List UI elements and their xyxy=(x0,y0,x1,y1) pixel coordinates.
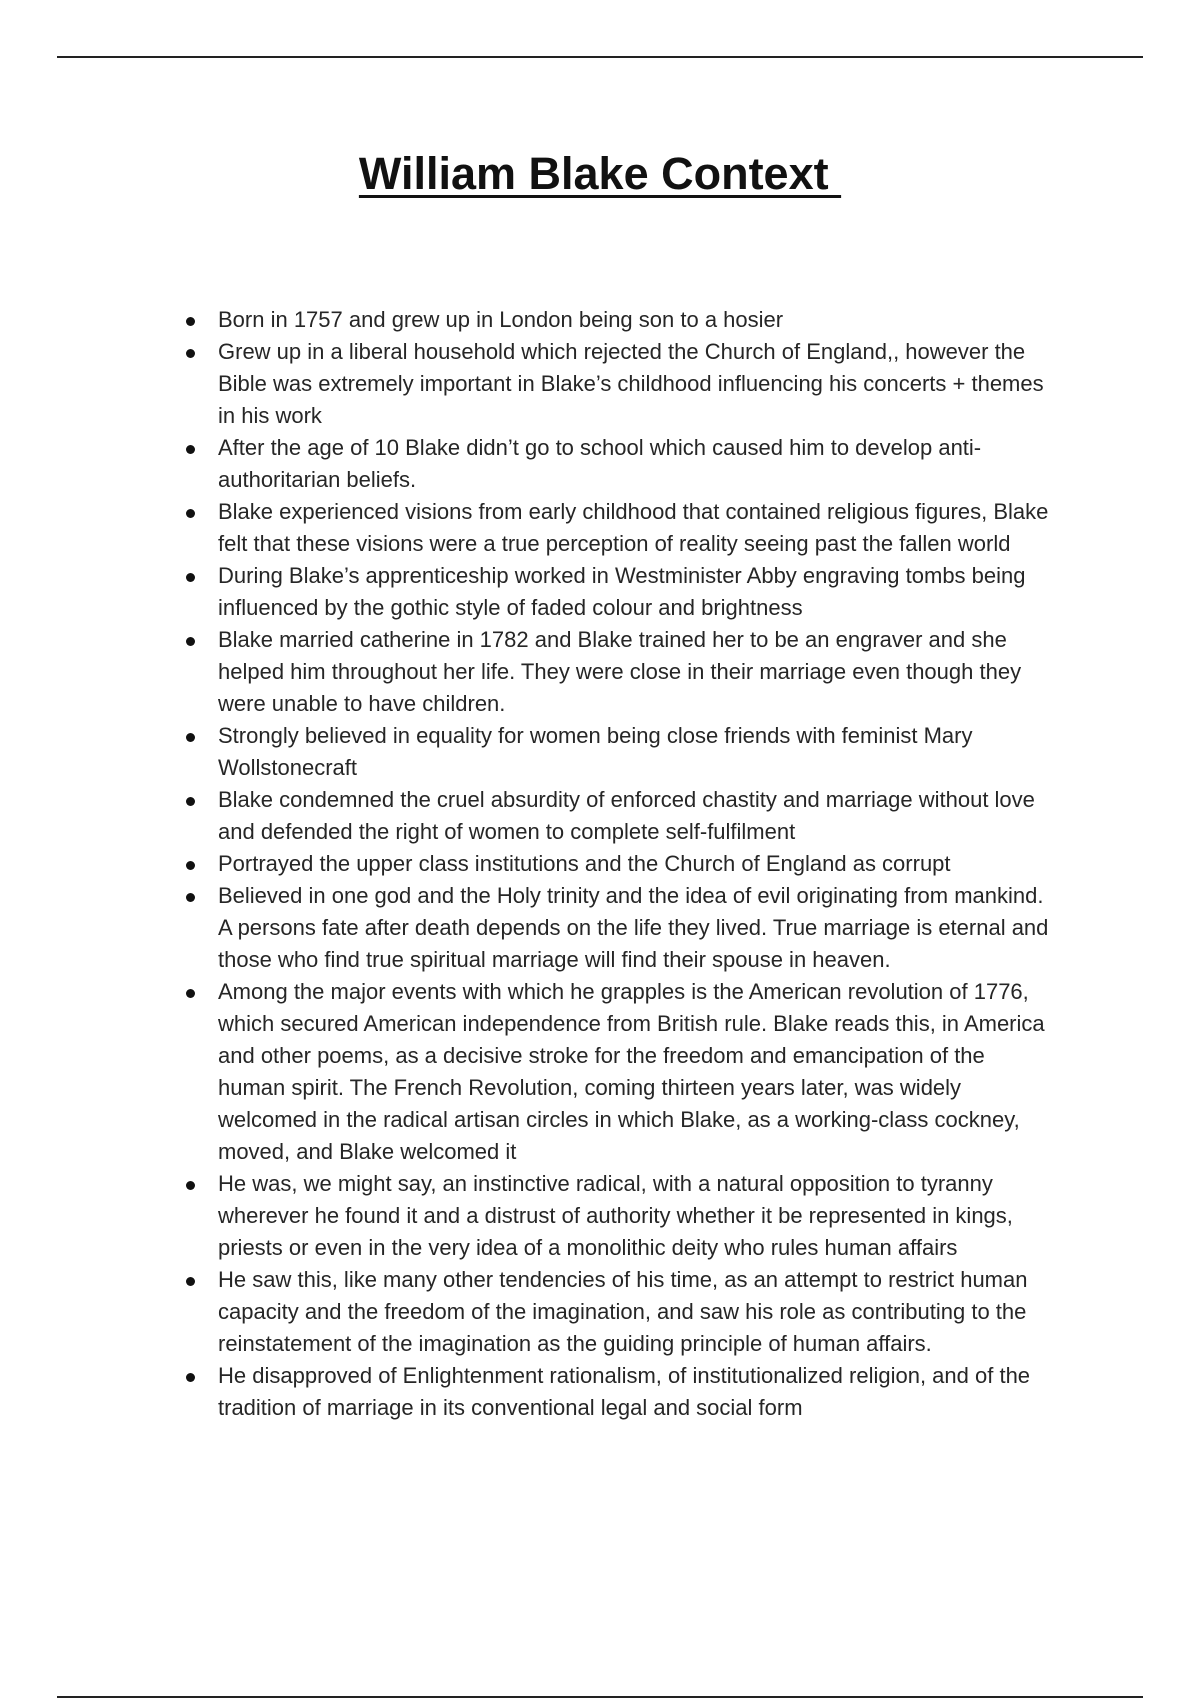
page-title xyxy=(0,146,1200,202)
list-item: He saw this, like many other tendencies of his time, as an attempt to restrict human capacity and the freedom of the imagination, and saw his role as contributing to the reinstatement of the imagination as the guiding principle of human affairs. xyxy=(178,1264,1058,1360)
list-item: He disapproved of Enlightenment rationalism, of institutionalized religion, and of the tradition of marriage in its conventional legal and social form xyxy=(178,1360,1058,1424)
list-item: Born in 1757 and grew up in London being son to a hosier xyxy=(178,304,1058,336)
list-item: Among the major events with which he grapples is the American revolution of 1776, which secured American independence from British rule. Blake reads this, in America and other poems, as a decisive stroke for the freedom and emancipation of the human spirit. The French Revolution, coming thirteen years later, was widely welcomed in the radical artisan circles in which Blake, as a working-class cockney, moved, and Blake welcomed it xyxy=(178,976,1058,1168)
list-item: During Blake’s apprenticeship worked in Westminister Abby engraving tombs being influenced by the gothic style of faded colour and brightness xyxy=(178,560,1058,624)
list-item: Strongly believed in equality for women being close friends with feminist Mary Wollstonecraft xyxy=(178,720,1058,784)
list-item: Blake married catherine in 1782 and Blake trained her to be an engraver and she helped him throughout her life. They were close in their marriage even though they were unable to have children. xyxy=(178,624,1058,720)
list-item: Believed in one god and the Holy trinity and the idea of evil originating from mankind. A persons fate after death depends on the life they lived. True marriage is eternal and those who find true spiritual marriage will find their spouse in heaven. xyxy=(178,880,1058,976)
list-item: Blake experienced visions from early childhood that contained religious figures, Blake felt that these visions were a true perception of reality seeing past the fallen world xyxy=(178,496,1058,560)
bottom-divider xyxy=(57,1696,1143,1698)
list-item: After the age of 10 Blake didn’t go to school which caused him to develop anti-authoritarian beliefs. xyxy=(178,432,1058,496)
top-divider xyxy=(57,56,1143,58)
list-item: Portrayed the upper class institutions and the Church of England as corrupt xyxy=(178,848,1058,880)
list-item: He was, we might say, an instinctive radical, with a natural opposition to tyranny wherever he found it and a distrust of authority whether it be represented in kings, priests or even in the very idea of a monolithic deity who rules human affairs xyxy=(178,1168,1058,1264)
bullet-list xyxy=(178,304,1058,1424)
list-item: Grew up in a liberal household which rejected the Church of England,, however the Bible was extremely important in Blake’s childhood influencing his concerts + themes in his work xyxy=(178,336,1058,432)
list-item: Blake condemned the cruel absurdity of enforced chastity and marriage without love and defended the right of women to complete self-fulfilment xyxy=(178,784,1058,848)
page-title-text: William Blake Context xyxy=(358,148,842,199)
